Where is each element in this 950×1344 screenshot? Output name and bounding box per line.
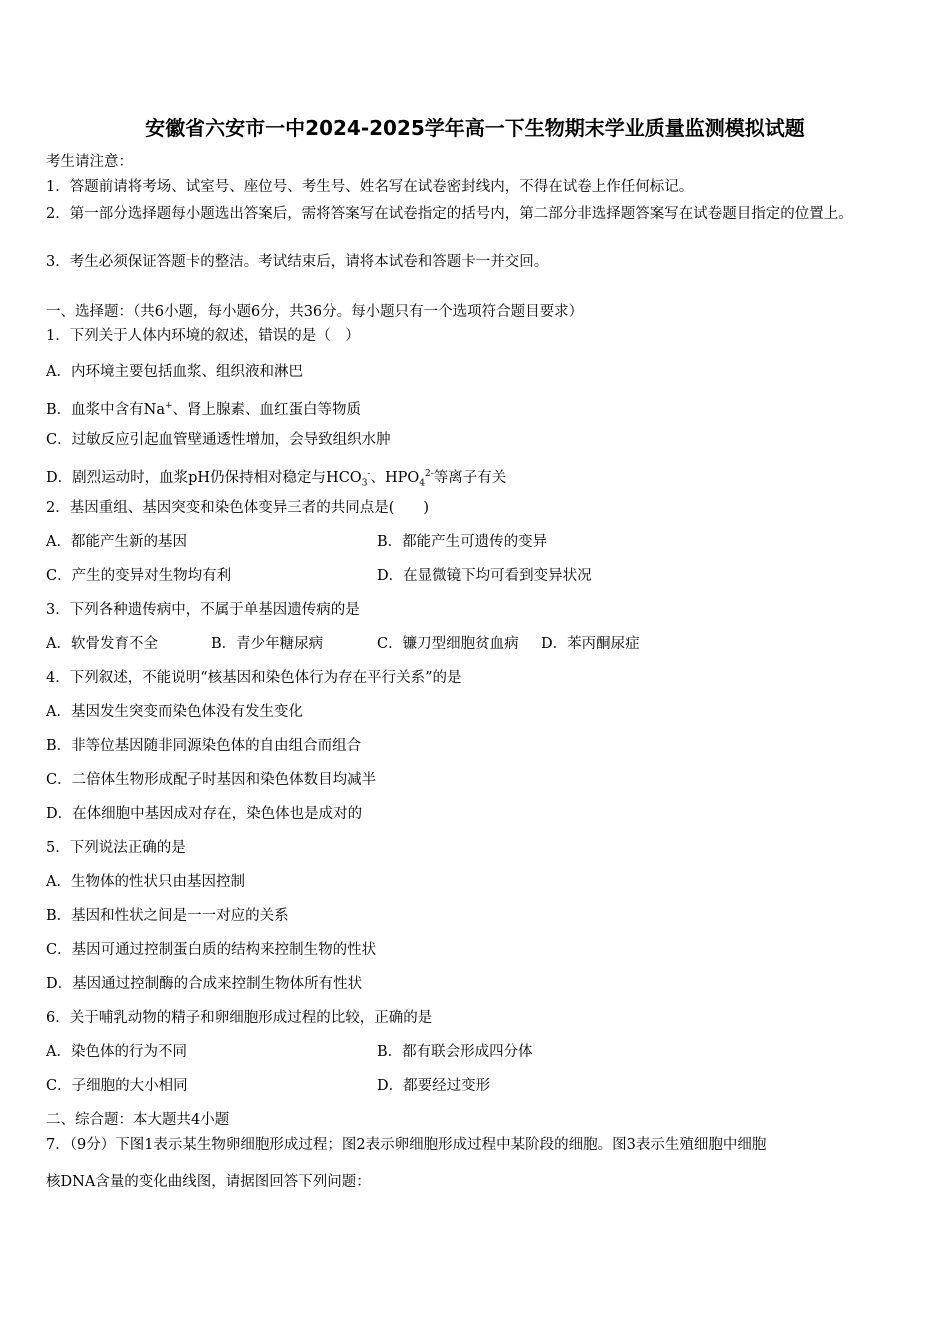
notice-item-3: 3．考生必须保证答题卡的整洁。考试结束后，请将本试卷和答题卡一并交回。: [46, 254, 549, 270]
q5-stem: 5．下列说法正确的是: [46, 840, 186, 856]
q1-option-b-pre: B．血浆中含有Na: [46, 401, 165, 418]
q3-option-c: C．镰刀型细胞贫血病: [377, 636, 519, 652]
q1-option-d-sub1: 3: [361, 478, 368, 489]
q3-option-b: B．青少年糖尿病: [211, 636, 324, 652]
q3-stem: 3．下列各种遗传病中，不属于单基因遗传病的是: [46, 602, 360, 618]
q1-stem: 1．下列关于人体内环境的叙述，错误的是（ ）: [46, 328, 360, 344]
q5-option-d: D．基因通过控制酶的合成来控制生物体所有性状: [46, 976, 363, 992]
notice-heading: 考生请注意：: [46, 154, 133, 170]
q1-option-b-post: 、肾上腺素、血红蛋白等物质: [172, 401, 362, 418]
q7-line-2: 核DNA含量的变化曲线图，请据图回答下列问题：: [46, 1174, 371, 1190]
q5-option-b: B．基因和性状之间是一一对应的关系: [46, 908, 289, 924]
q2-option-b: B．都能产生可遗传的变异: [377, 534, 548, 550]
q3-option-a: A．软骨发育不全: [46, 636, 158, 652]
q1-option-d-sup1: -: [367, 469, 371, 479]
notice-item-1: 1．答题前请将考场、试室号、座位号、考生号、姓名写在试卷密封线内，不得在试卷上作任何标记。: [46, 179, 694, 195]
notice-item-2: 2．第一部分选择题每小题选出答案后，需将答案写在试卷指定的括号内，第二部分非选择题答案写在试卷题目指定的位置上。: [46, 206, 853, 222]
q1-option-d-sub2: 4: [419, 478, 425, 489]
q4-option-a: A．基因发生突变而染色体没有发生变化: [46, 704, 303, 720]
q2-option-c: C．产生的变异对生物均有利: [46, 568, 232, 584]
q6-option-c: C．子细胞的大小相同: [46, 1078, 188, 1094]
q3-option-d: D．苯丙酮尿症: [541, 636, 640, 652]
q4-option-d: D．在体细胞中基因成对存在，染色体也是成对的: [46, 806, 363, 822]
q4-stem: 4．下列叙述，不能说明“核基因和染色体行为存在平行关系”的是: [46, 670, 462, 686]
section2-heading: 二、综合题：本大题共4小题: [46, 1112, 230, 1128]
q1-option-d-mid: 、HPO: [370, 469, 420, 486]
q6-option-b: B．都有联会形成四分体: [377, 1044, 533, 1060]
q1-option-d-sup2: 2-: [425, 469, 434, 479]
page-title: 安徽省六安市一中2024-2025学年高一下生物期末学业质量监测模拟试题: [145, 116, 805, 140]
q1-option-b: [46, 396, 361, 420]
q1-option-d: [46, 464, 506, 494]
q5-option-a: A．生物体的性状只由基因控制: [46, 874, 245, 890]
q6-stem: 6．关于哺乳动物的精子和卵细胞形成过程的比较，正确的是: [46, 1010, 433, 1026]
q2-option-a: A．都能产生新的基因: [46, 534, 187, 550]
q1-option-d-post: 等离子有关: [433, 469, 507, 486]
q7-line-1: 7．（9分）下图1表示某生物卵细胞形成过程；图2表示卵细胞形成过程中某阶段的细胞。图3表示生殖细胞中细胞: [46, 1137, 767, 1153]
section1-heading: 一、选择题：（共6小题，每小题6分，共36分。每小题只有一个选项符合题目要求）: [46, 304, 584, 320]
q6-option-d: D．都要经过变形: [377, 1078, 491, 1094]
q1-option-b-sup: +: [165, 401, 173, 411]
q1-option-d-pre: D．剧烈运动时，血浆pH仍保持相对稳定与HCO: [46, 469, 362, 486]
q1-option-a: A．内环境主要包括血浆、组织液和淋巴: [46, 364, 303, 380]
q2-stem: 2．基因重组、基因突变和染色体变异三者的共同点是( ): [46, 500, 430, 516]
q4-option-b: B．非等位基因随非同源染色体的自由组合而组合: [46, 738, 362, 754]
q1-option-c: C．过敏反应引起血管壁通透性增加，会导致组织水肿: [46, 432, 391, 448]
q2-option-d: D．在显微镜下均可看到变异状况: [377, 568, 592, 584]
q6-option-a: A．染色体的行为不同: [46, 1044, 187, 1060]
q4-option-c: C．二倍体生物形成配子时基因和染色体数目均减半: [46, 772, 377, 788]
q5-option-c: C．基因可通过控制蛋白质的结构来控制生物的性状: [46, 942, 377, 958]
